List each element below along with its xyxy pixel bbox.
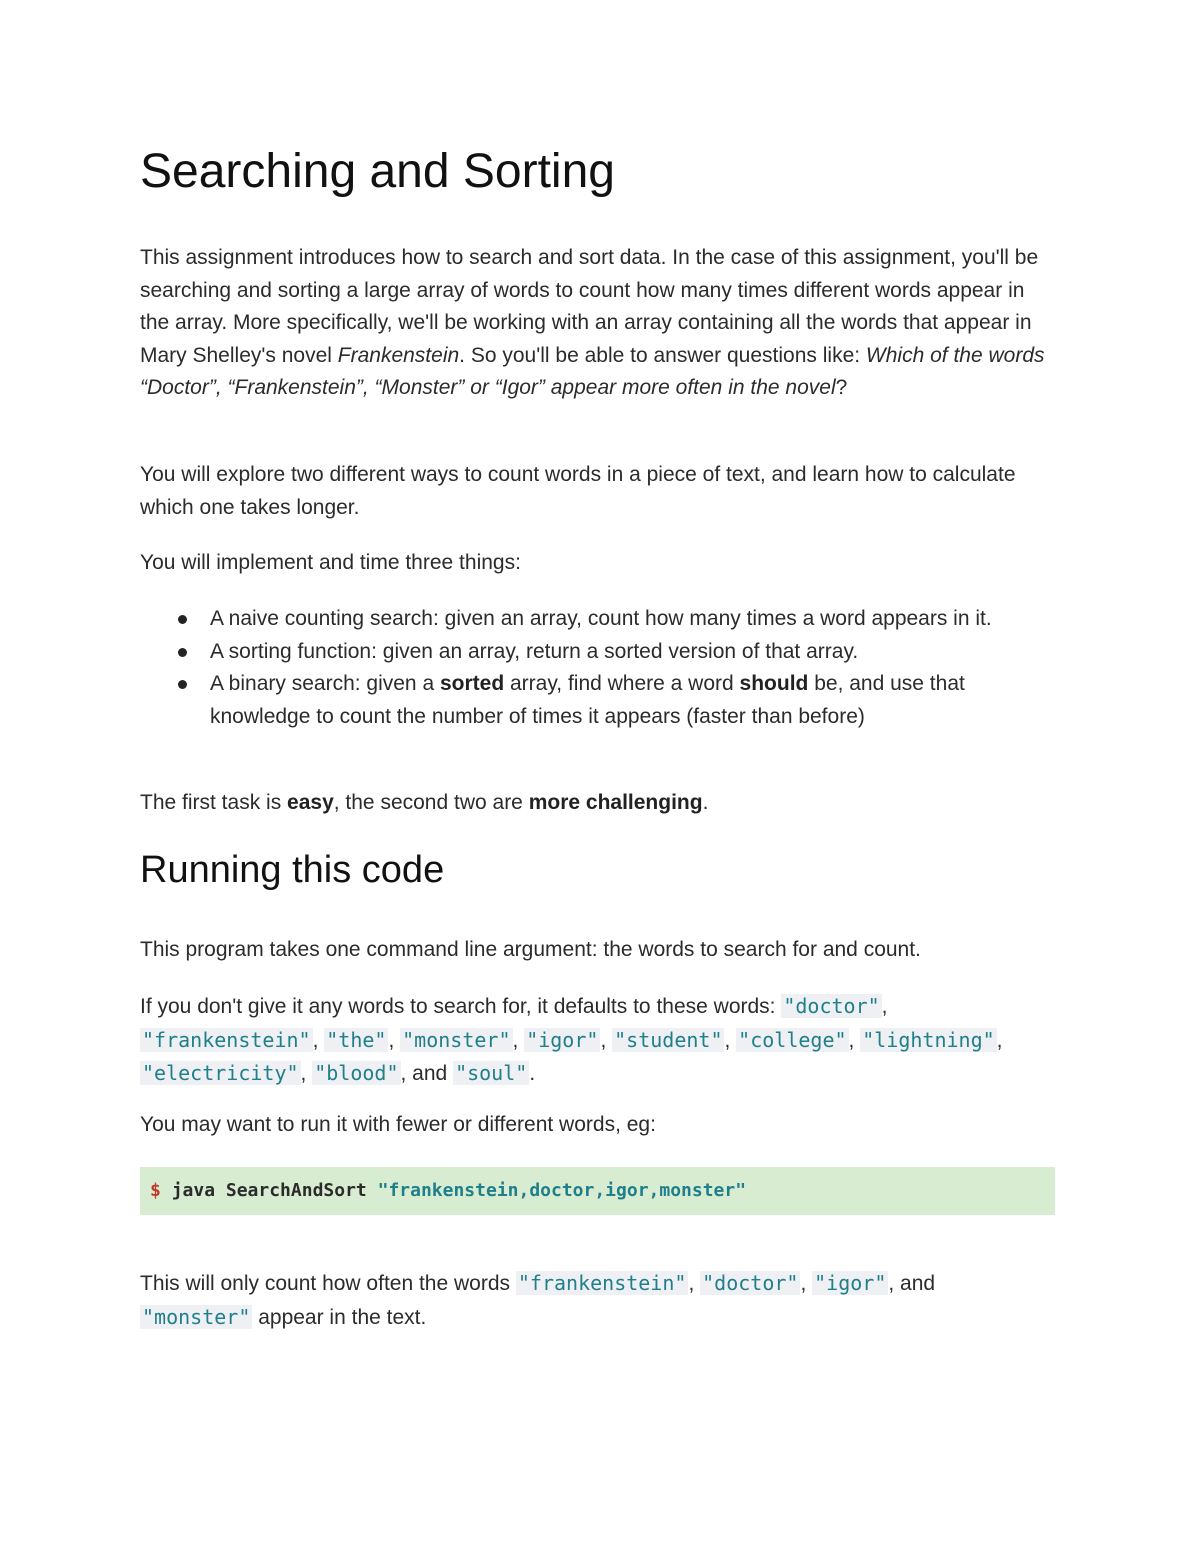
- difficulty-paragraph: [140, 787, 1055, 820]
- difficulty-text: , the second two are: [333, 791, 529, 814]
- list-item: [140, 603, 1055, 636]
- separator: ,: [848, 1028, 861, 1052]
- section-heading-running: Running this code: [140, 849, 445, 891]
- separator: ,: [800, 1272, 813, 1295]
- result-paragraph: [140, 1267, 1055, 1334]
- task-sorting: A sorting function: given an array, return a sorted version of that array.: [210, 639, 859, 663]
- word-blood: "blood": [314, 1061, 399, 1085]
- result-text: appear in the text.: [252, 1305, 427, 1329]
- word-lightning: "lightning": [862, 1027, 995, 1052]
- explore-paragraph: You will explore two different ways to count words in a piece of text, and learn how to calculate which one takes longer.: [140, 463, 1016, 519]
- intro-paragraph: [140, 242, 1055, 405]
- separator: , and: [400, 1062, 454, 1085]
- separator: ,: [512, 1028, 525, 1052]
- word-student: "student": [614, 1027, 723, 1052]
- word-frankenstein: "frankenstein": [142, 1027, 311, 1052]
- word-igor: "igor": [526, 1027, 599, 1052]
- separator: ,: [300, 1062, 313, 1085]
- result-text: This will only count how often the words: [140, 1272, 516, 1295]
- question-mark: ?: [835, 376, 848, 399]
- emphasis-sorted: sorted: [439, 672, 505, 695]
- novel-title: Frankenstein: [337, 343, 460, 367]
- code-command: java SearchAndSort: [171, 1180, 367, 1201]
- separator: , and: [888, 1272, 936, 1295]
- task-text: array, find where a word: [504, 672, 740, 695]
- separator: ,: [600, 1028, 613, 1052]
- task-naive-search: A naive counting search: given an array, count how many times a word appears in it.: [210, 607, 992, 630]
- emphasis-challenging: more challenging: [528, 791, 703, 814]
- word-doctor: "doctor": [783, 994, 880, 1018]
- word-doctor: "doctor": [702, 1271, 799, 1295]
- default-words-text: If you don't give it any words to search for, it defaults to these words:: [140, 995, 782, 1018]
- word-college: "college": [738, 1027, 847, 1052]
- list-item: [140, 636, 1055, 669]
- shell-prompt: $: [150, 1180, 161, 1201]
- separator: ,: [881, 995, 888, 1018]
- word-the: "the": [326, 1027, 387, 1052]
- code-argument: "frankenstein,doctor,igor,monster": [377, 1180, 747, 1201]
- argument-paragraph: This program takes one command line argument: the words to search for and count.: [140, 938, 921, 961]
- period: .: [529, 1062, 536, 1085]
- list-item: [140, 668, 1055, 733]
- word-electricity: "electricity": [142, 1061, 299, 1085]
- word-monster: "monster": [142, 1304, 251, 1329]
- command-code-block[interactable]: [140, 1167, 1055, 1215]
- tasks-list: [140, 603, 1055, 733]
- task-text: A binary search: given a: [210, 672, 440, 695]
- tasks-intro-paragraph: You will implement and time three things:: [140, 551, 521, 574]
- separator: ,: [688, 1272, 701, 1295]
- fewer-words-paragraph: You may want to run it with fewer or different words, eg:: [140, 1113, 656, 1136]
- bullet-icon: [178, 680, 187, 689]
- separator: ,: [996, 1028, 1003, 1052]
- difficulty-text: The first task is: [140, 791, 288, 814]
- emphasis-easy: easy: [287, 791, 334, 814]
- default-words-paragraph: [140, 990, 1055, 1091]
- word-soul: "soul": [455, 1061, 528, 1085]
- word-monster: "monster": [402, 1027, 511, 1052]
- difficulty-text: .: [702, 791, 709, 814]
- separator: ,: [724, 1028, 737, 1052]
- bullet-icon: [178, 648, 187, 657]
- task-text: be, and use that knowledge to count the number of times it appears (faster than before): [210, 672, 965, 728]
- bullet-icon: [178, 615, 187, 624]
- separator: ,: [388, 1028, 401, 1052]
- task-binary-search: [210, 672, 965, 728]
- intro-text-2: . So you'll be able to answer questions like:: [459, 343, 866, 367]
- page-title: Searching and Sorting: [140, 145, 615, 198]
- word-frankenstein: "frankenstein": [517, 1271, 687, 1295]
- word-igor: "igor": [814, 1271, 887, 1295]
- emphasis-should: should: [739, 672, 809, 695]
- intro-text: This assignment introduces how to search and sort data. In the case of this assignment, you'll be searching and sorting a large array of words to count how many times different words appear in the array. More specifically, we'll be working with an array containing all the words that appear in Mary Shelley's novel: [140, 246, 1039, 367]
- example-question: Which of the words “Doctor”, “Frankenstein”, “Monster” or “Igor” appear more often in the novel: [140, 343, 1045, 399]
- separator: ,: [312, 1028, 325, 1052]
